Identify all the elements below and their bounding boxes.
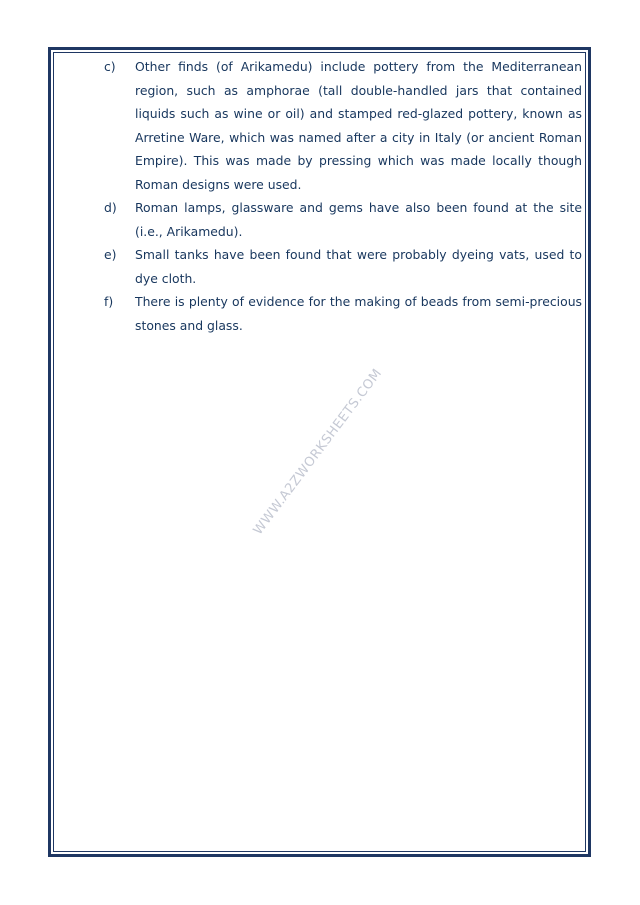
list-item <box>104 243 582 290</box>
list-marker: d) <box>104 200 117 215</box>
list-item <box>104 55 582 196</box>
list-item-text: Small tanks have been found that were probably dyeing vats, used to dye cloth. <box>135 247 582 286</box>
list-marker: e) <box>104 247 117 262</box>
list-marker: f) <box>104 294 114 309</box>
list-item <box>104 290 582 337</box>
list-item-text: Other finds (of Arikamedu) include pottery from the Mediterranean region, such as amphorae (tall double-handled jars that contained liquids such as wine or oil) and stamped red-glazed pottery, known as Arretine Ware, which was named after a city in Italy (or ancient Roman Empire). This was made by pressing which was made locally though Roman designs were used. <box>135 59 582 192</box>
list-marker: c) <box>104 59 116 74</box>
list-item-text: There is plenty of evidence for the making of beads from semi-precious stones and glass. <box>135 294 582 333</box>
list-item <box>104 196 582 243</box>
list-item-text: Roman lamps, glassware and gems have also been found at the site (i.e., Arikamedu). <box>135 200 582 239</box>
document-body <box>104 55 582 337</box>
watermark: WWW.A2ZWORKSHEETS.COM <box>250 366 386 538</box>
